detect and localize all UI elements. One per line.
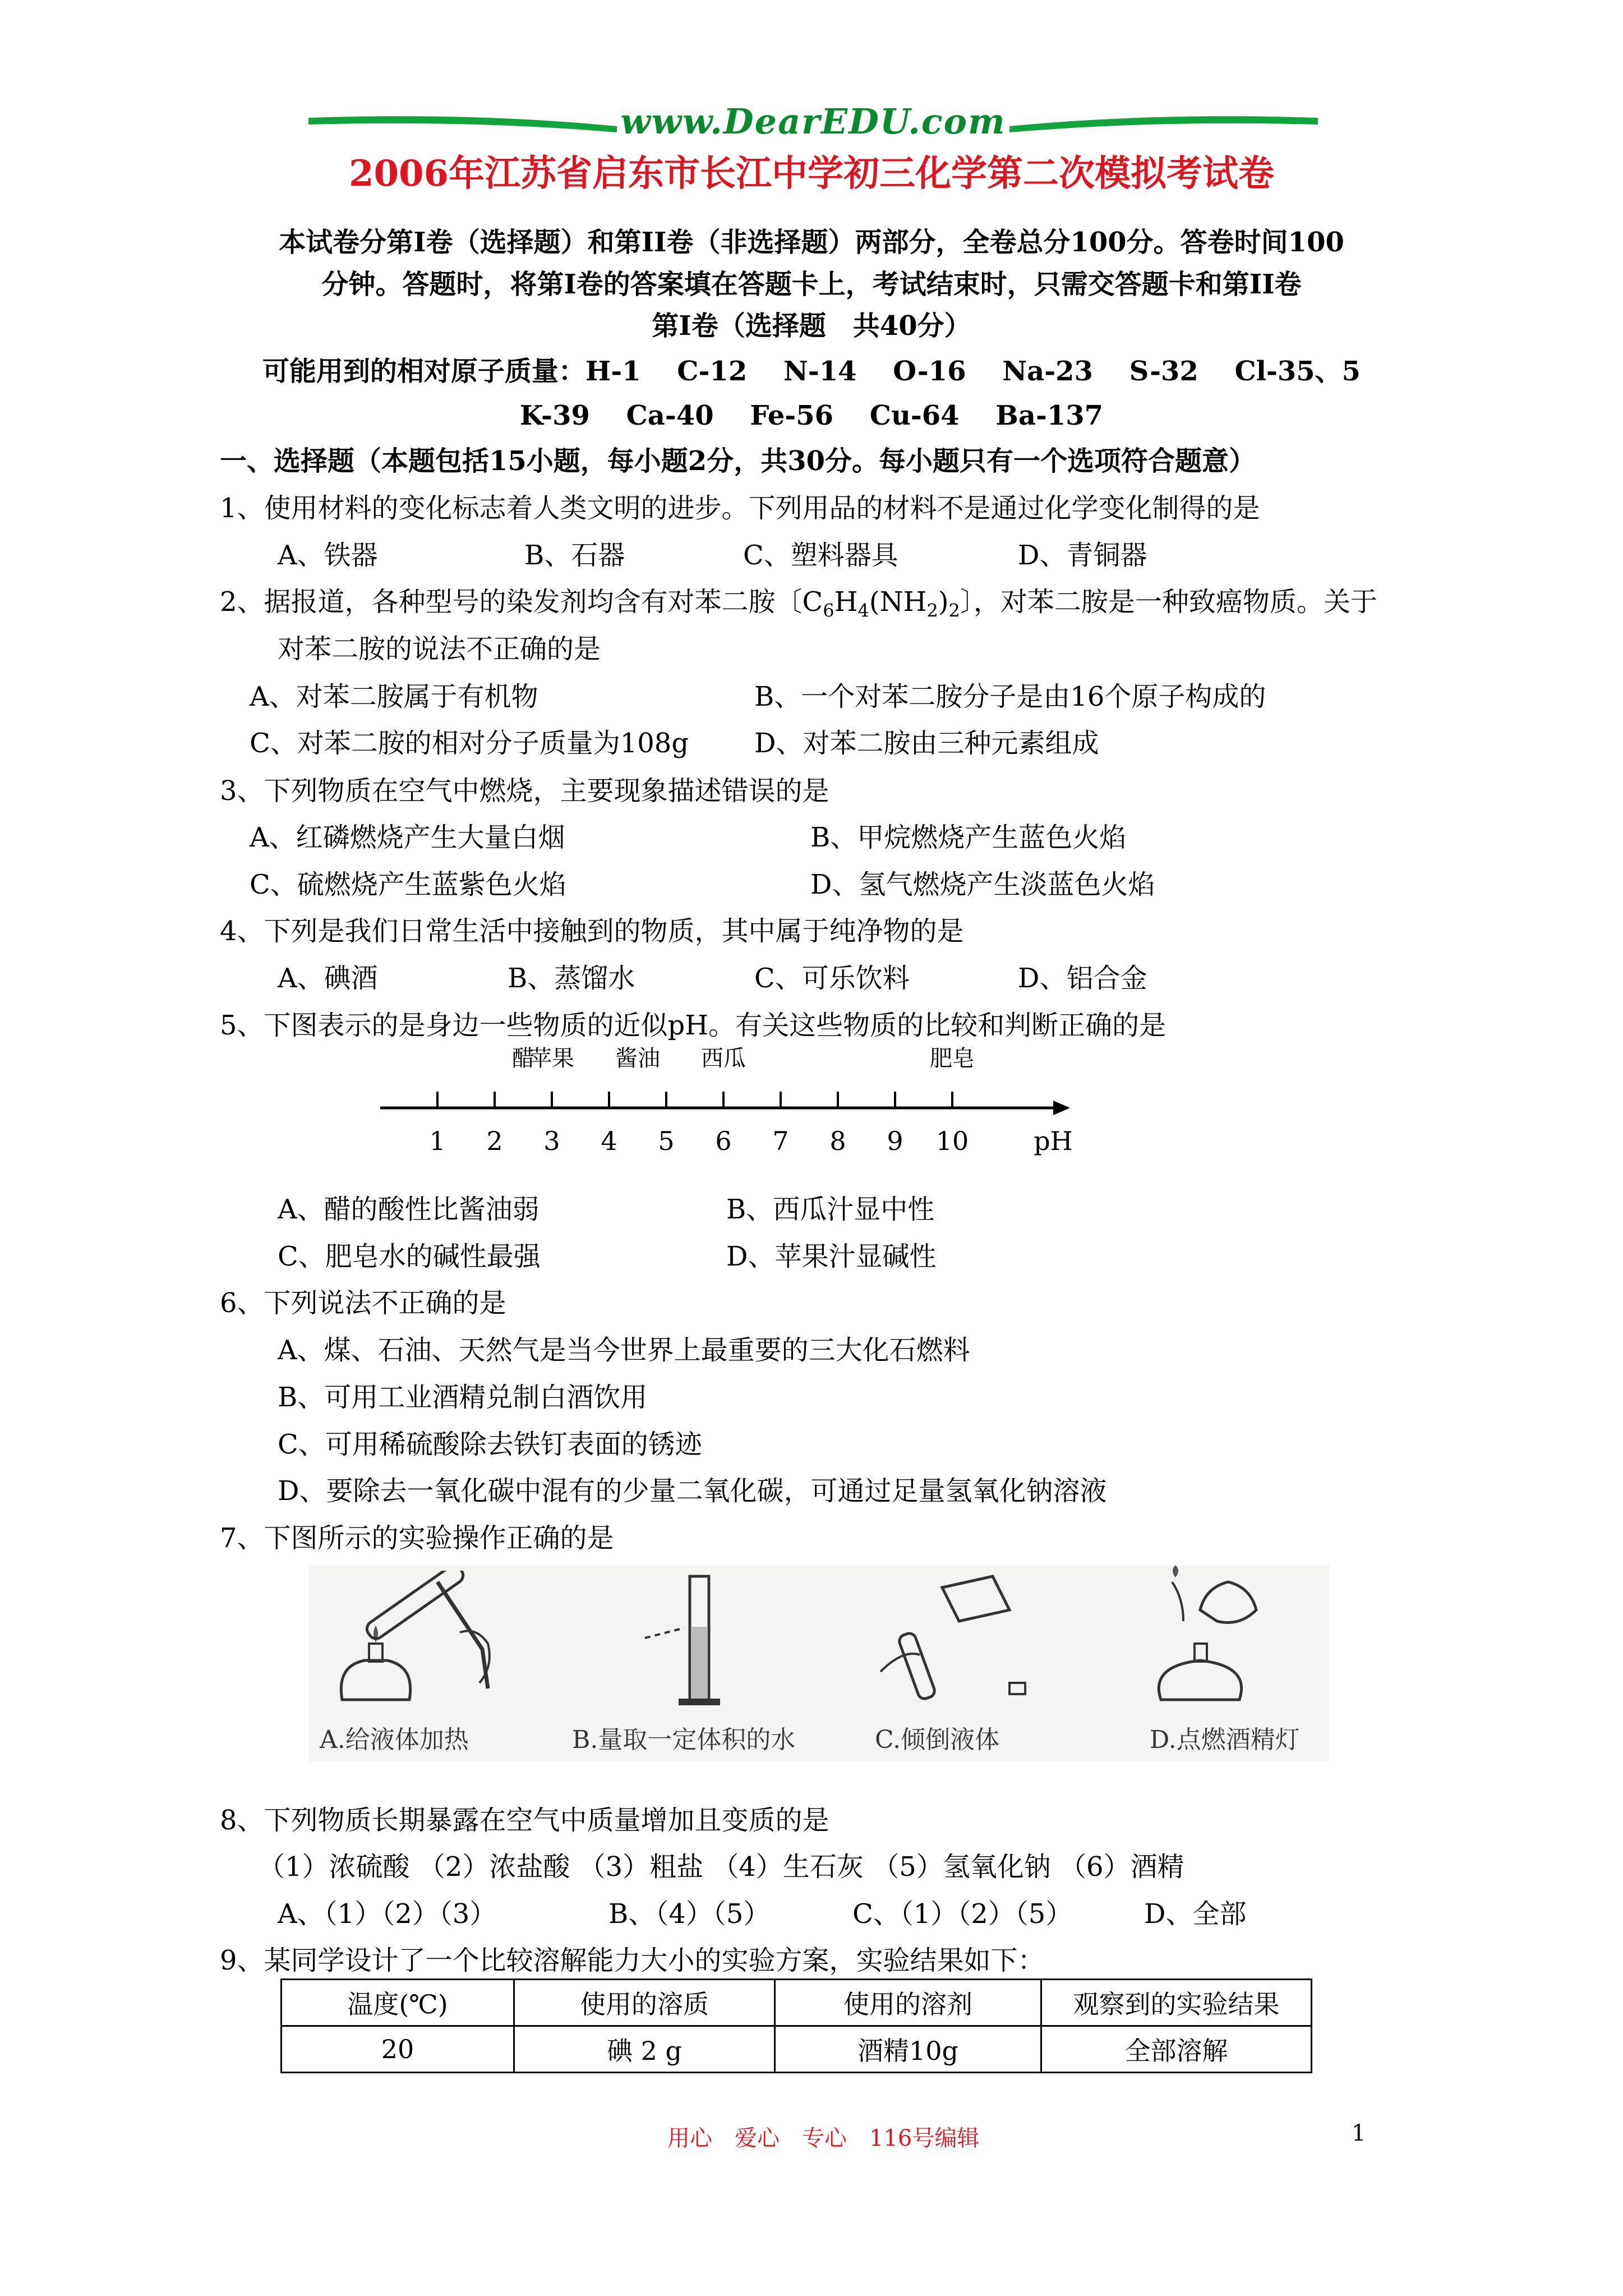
q2-stem-post: 〕，对苯二胺是一种致癌物质。关于 [960,586,1377,618]
fig-label-d: D.点燃酒精灯 [1150,1726,1300,1754]
q2-sub2b: 2 [948,600,960,622]
fig-label-c: C.倾倒液体 [875,1726,1000,1754]
atomic-mass-line-2: K-39 Ca-40 Fe-56 Cu-64 Ba-137 [519,400,1104,431]
q2-option-a: A、对苯二胺属于有机物 [250,681,538,712]
part-heading: 第Ⅰ卷（选择题 共40分） [652,310,971,342]
q8-option-a: A、（1）（2）（3） [278,1898,497,1930]
q5-stem: 5、下图表示的是身边一些物质的近似pH。有关这些物质的比较和判断正确的是 [220,1010,1166,1041]
ph-axis-arrow [1053,1101,1070,1115]
ph-tick-label: 4 [601,1126,617,1156]
table-header: 使用的溶质 [514,1980,775,2026]
ph-tick-label: 7 [772,1126,789,1156]
ph-ticks [429,1092,969,1156]
intro-line-1: 本试卷分第Ⅰ卷（选择题）和第II卷（非选择题）两部分，全卷总分100分。答卷时间100 [279,227,1344,258]
fig-label-b: B.量取一定体积的水 [572,1726,796,1754]
table-header: 温度(℃) [282,1980,514,2026]
q2-option-c: C、对苯二胺的相对分子质量为108g [250,728,689,759]
ph-substance-label: 酱油 [615,1046,660,1071]
q9-table [280,1978,1312,2073]
q6-option-a: A、煤、石油、天然气是当今世界上最重要的三大化石燃料 [278,1335,970,1366]
q2-stem-pre: 2、据报道，各种型号的染发剂均含有对苯二胺〔C [220,586,823,618]
page-number: 1 [1352,2120,1366,2146]
q4-option-c: C、可乐饮料 [754,963,910,994]
q6-option-d: D、要除去一氧化碳中混有的少量二氧化碳，可通过足量氢氧化钠溶液 [278,1475,1107,1507]
page-title: 2006年江苏省启东市长江中学初三化学第二次模拟考试卷 [348,153,1275,195]
ph-tick-label: 9 [887,1126,903,1156]
ph-axis-label: pH [1034,1126,1073,1156]
q2-h: H [834,586,858,618]
q1-option-d: D、青铜器 [1018,540,1147,571]
q8-items: （1）浓硫酸 （2）浓盐酸 （3）粗盐 （4）生石灰 （5）氢氧化钠 （6）酒精 [258,1851,1184,1883]
q2-sub2a: 2 [926,600,938,622]
q7-figure [308,1565,1329,1761]
q3-option-a: A、红磷燃烧产生大量白烟 [250,822,565,853]
fig-label-a: A.给液体加热 [320,1726,469,1754]
intro-line-2: 分钟。答题时，将第Ⅰ卷的答案填在答题卡上，考试结束时，只需交答题卡和第II卷 [321,269,1302,300]
ph-tick-label: 8 [829,1126,846,1156]
ph-substance-label: 醋 [512,1046,534,1071]
atomic-mass-line-1: 可能用到的相对原子质量：H-1 C-12 N-14 O-16 Na-23 S-32 Cl-35、5 [262,356,1361,387]
q5-option-a: A、醋的酸性比酱油弱 [278,1194,540,1225]
q7-stem: 7、下图所示的实验操作正确的是 [220,1522,614,1554]
table-cell: 碘 2 g [514,2026,775,2073]
fig-light-lamp [1138,1565,1307,1711]
ph-substance-label: 肥皂 [930,1046,975,1071]
q1-option-a: A、铁器 [278,540,378,571]
footer-text: 用心 爱心 专心 116号编辑 [667,2125,980,2151]
q3-option-b: B、甲烷燃烧产生蓝色火焰 [810,822,1127,853]
q5-option-b: B、西瓜汁显中性 [726,1194,935,1225]
table-cell: 酒精10g [775,2026,1041,2073]
table-cell: 20 [282,2026,514,2073]
q2-stem [220,585,1377,628]
q3-option-c: C、硫燃烧产生蓝紫色火焰 [250,869,566,900]
q4-option-b: B、蒸馏水 [508,963,635,994]
q2-nh2: (NH [869,586,927,618]
q4-option-d: D、铝合金 [1018,963,1147,994]
table-header: 观察到的实验结果 [1041,1980,1312,2026]
q2-sub4: 4 [857,600,869,622]
ph-tick-label: 10 [935,1126,969,1156]
table-row [282,2026,1312,2073]
q2-option-d: D、对苯二胺由三种元素组成 [754,728,1099,759]
ph-tick-label: 3 [543,1126,560,1156]
q6-option-b: B、可用工业酒精兑制白酒饮用 [278,1382,648,1413]
q8-option-b: B、（4）（5） [608,1898,771,1930]
table-header-row [282,1980,1312,2026]
ph-tick-label: 1 [429,1126,446,1156]
q1-stem: 1、使用材料的变化标志着人类文明的进步。下列用品的材料不是通过化学变化制得的是 [220,493,1260,524]
table-cell: 全部溶解 [1041,2026,1312,2073]
q8-stem: 8、下列物质长期暴露在空气中质量增加且变质的是 [220,1805,829,1836]
section-heading: 一、选择题（本题包括15小题，每小题2分，共30分。每小题只有一个选项符合题意） [220,445,1256,477]
q8-option-c: C、（1）（2）（5） [852,1898,1073,1930]
ph-tick-label: 2 [486,1126,503,1156]
q3-stem: 3、下列物质在空气中燃烧，主要现象描述错误的是 [220,775,829,807]
q1-option-b: B、石器 [524,540,625,571]
ph-substance-label: 苹果 [529,1046,574,1071]
ph-substances [512,1046,975,1071]
q2-option-b: B、一个对苯二胺分子是由16个原子构成的 [754,681,1266,712]
logo-text: www.DearEDU.com [620,101,1006,142]
q9-stem: 9、某同学设计了一个比较溶解能力大小的实验方案，实验结果如下： [220,1945,1045,1976]
q8-option-d: D、全部 [1144,1898,1247,1930]
fig-heating-liquid [320,1571,505,1711]
ph-substance-label: 西瓜 [701,1046,746,1071]
q1-option-c: C、塑料器具 [743,540,898,571]
ph-tick-label: 5 [658,1126,675,1156]
ph-scale-figure [370,1038,1099,1172]
q5-option-d: D、苹果汁显碱性 [726,1241,937,1272]
q4-option-a: A、碘酒 [278,963,378,994]
q2-sub6: 6 [823,600,834,622]
q2-stem-2: 对苯二胺的说法不正确的是 [278,633,601,665]
fig-measure-water [611,1565,780,1711]
q4-stem: 4、下列是我们日常生活中接触到的物质，其中属于纯净物的是 [220,915,964,947]
q3-option-d: D、氢气燃烧产生淡蓝色火焰 [810,869,1155,900]
q2-close: ) [938,586,949,618]
ph-tick-label: 6 [715,1126,732,1156]
q6-stem: 6、下列说法不正确的是 [220,1287,506,1319]
table-header: 使用的溶剂 [775,1980,1041,2026]
q5-option-c: C、肥皂水的碱性最强 [278,1241,541,1272]
fig-pour-liquid [869,1565,1038,1711]
q6-option-c: C、可用稀硫酸除去铁钉表面的锈迹 [278,1429,702,1460]
